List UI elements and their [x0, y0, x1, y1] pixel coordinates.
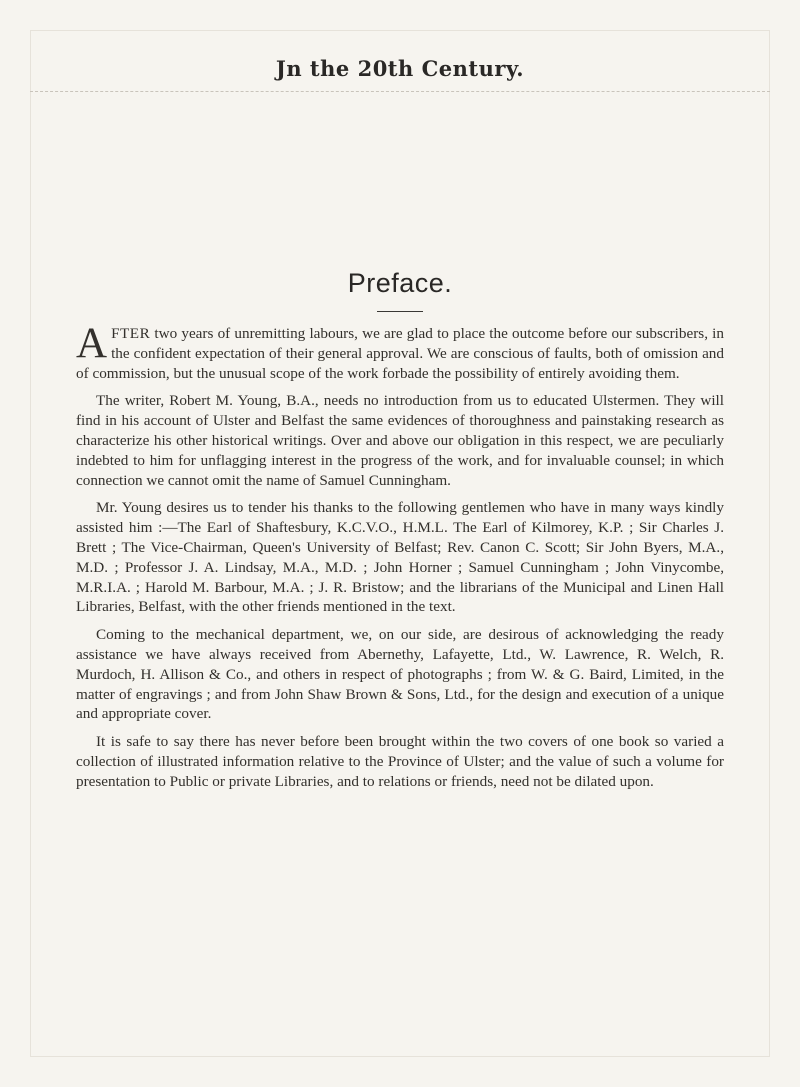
- paragraph-1: [76, 320, 724, 383]
- paragraph-4: Coming to the mechanical department, we, on our side, are desirous of acknowledging the ready assistance we have always received from Abernethy, Lafayette, Ltd., W. Lawrence, R. Welch, R. Murdoch, H. Allison & Co., and others in respect of photographs ; from W. & G. Baird, Limited, in the matter of engravings ; and from John Shaw Brown & Sons, Ltd., for the design and execution of a unique and appropriate cover.: [76, 626, 724, 723]
- paragraph-3: Mr. Young desires us to tender his thanks to the following gentlemen who have in many ways kindly assisted him :—The Earl of Shaftesbury, K.C.V.O., H.M.L. The Earl of Kilmorey, K.P. ; Sir Charles J. Brett ; The Vice-Chairman, Queen's University of Belfast; Rev. Canon C. Scott; Sir John Byers, M.A., M.D. ; Professor J. A. Lindsay, M.A., M.D. ; John Horner ; Samuel Cunningham ; John Vinycombe, M.R.I.A. ; Harold M. Barbour, M.A. ; J. R. Bristow; and the librarians of the Municipal and Linen Hall Libraries, Belfast, with the other friends mentioned in the text.: [76, 499, 724, 616]
- paragraph-2: The writer, Robert M. Young, B.A., needs no introduction from us to educated Ulstermen. They will find in his account of Ulster and Belfast the same evidences of thoroughness and painstaking research as characterize his other historical writings. Over and above our obligation in this respect, we are peculiarly indebted to him for unflagging interest in the progress of the work, and for invaluable counsel; in which connection we cannot omit the name of Samuel Cunningham.: [76, 392, 724, 489]
- paragraph-5: It is safe to say there has never before been brought within the two covers of one book so varied a collection of illustrated information relative to the Province of Ulster; and the value of such a volume for presentation to Public or private Libraries, and to relations or friends, need not be dilated upon.: [76, 733, 724, 790]
- running-head: Jn the 20th Century.: [275, 56, 525, 81]
- title-rule: [377, 311, 423, 312]
- page-title: Preface.: [347, 268, 453, 298]
- preface-body: [76, 320, 724, 800]
- header-rule: [30, 91, 770, 92]
- opening-word: FTER: [111, 325, 151, 342]
- paragraph-1-text: two years of unremitting labours, we are glad to place the outcome before our subscribers, in the confident expectation of their general approval. We are conscious of faults, both of omission and of commission, but the unusual scope of the work forbade the possibility of entirely avoiding them.: [76, 325, 724, 382]
- drop-cap: A: [76, 320, 108, 367]
